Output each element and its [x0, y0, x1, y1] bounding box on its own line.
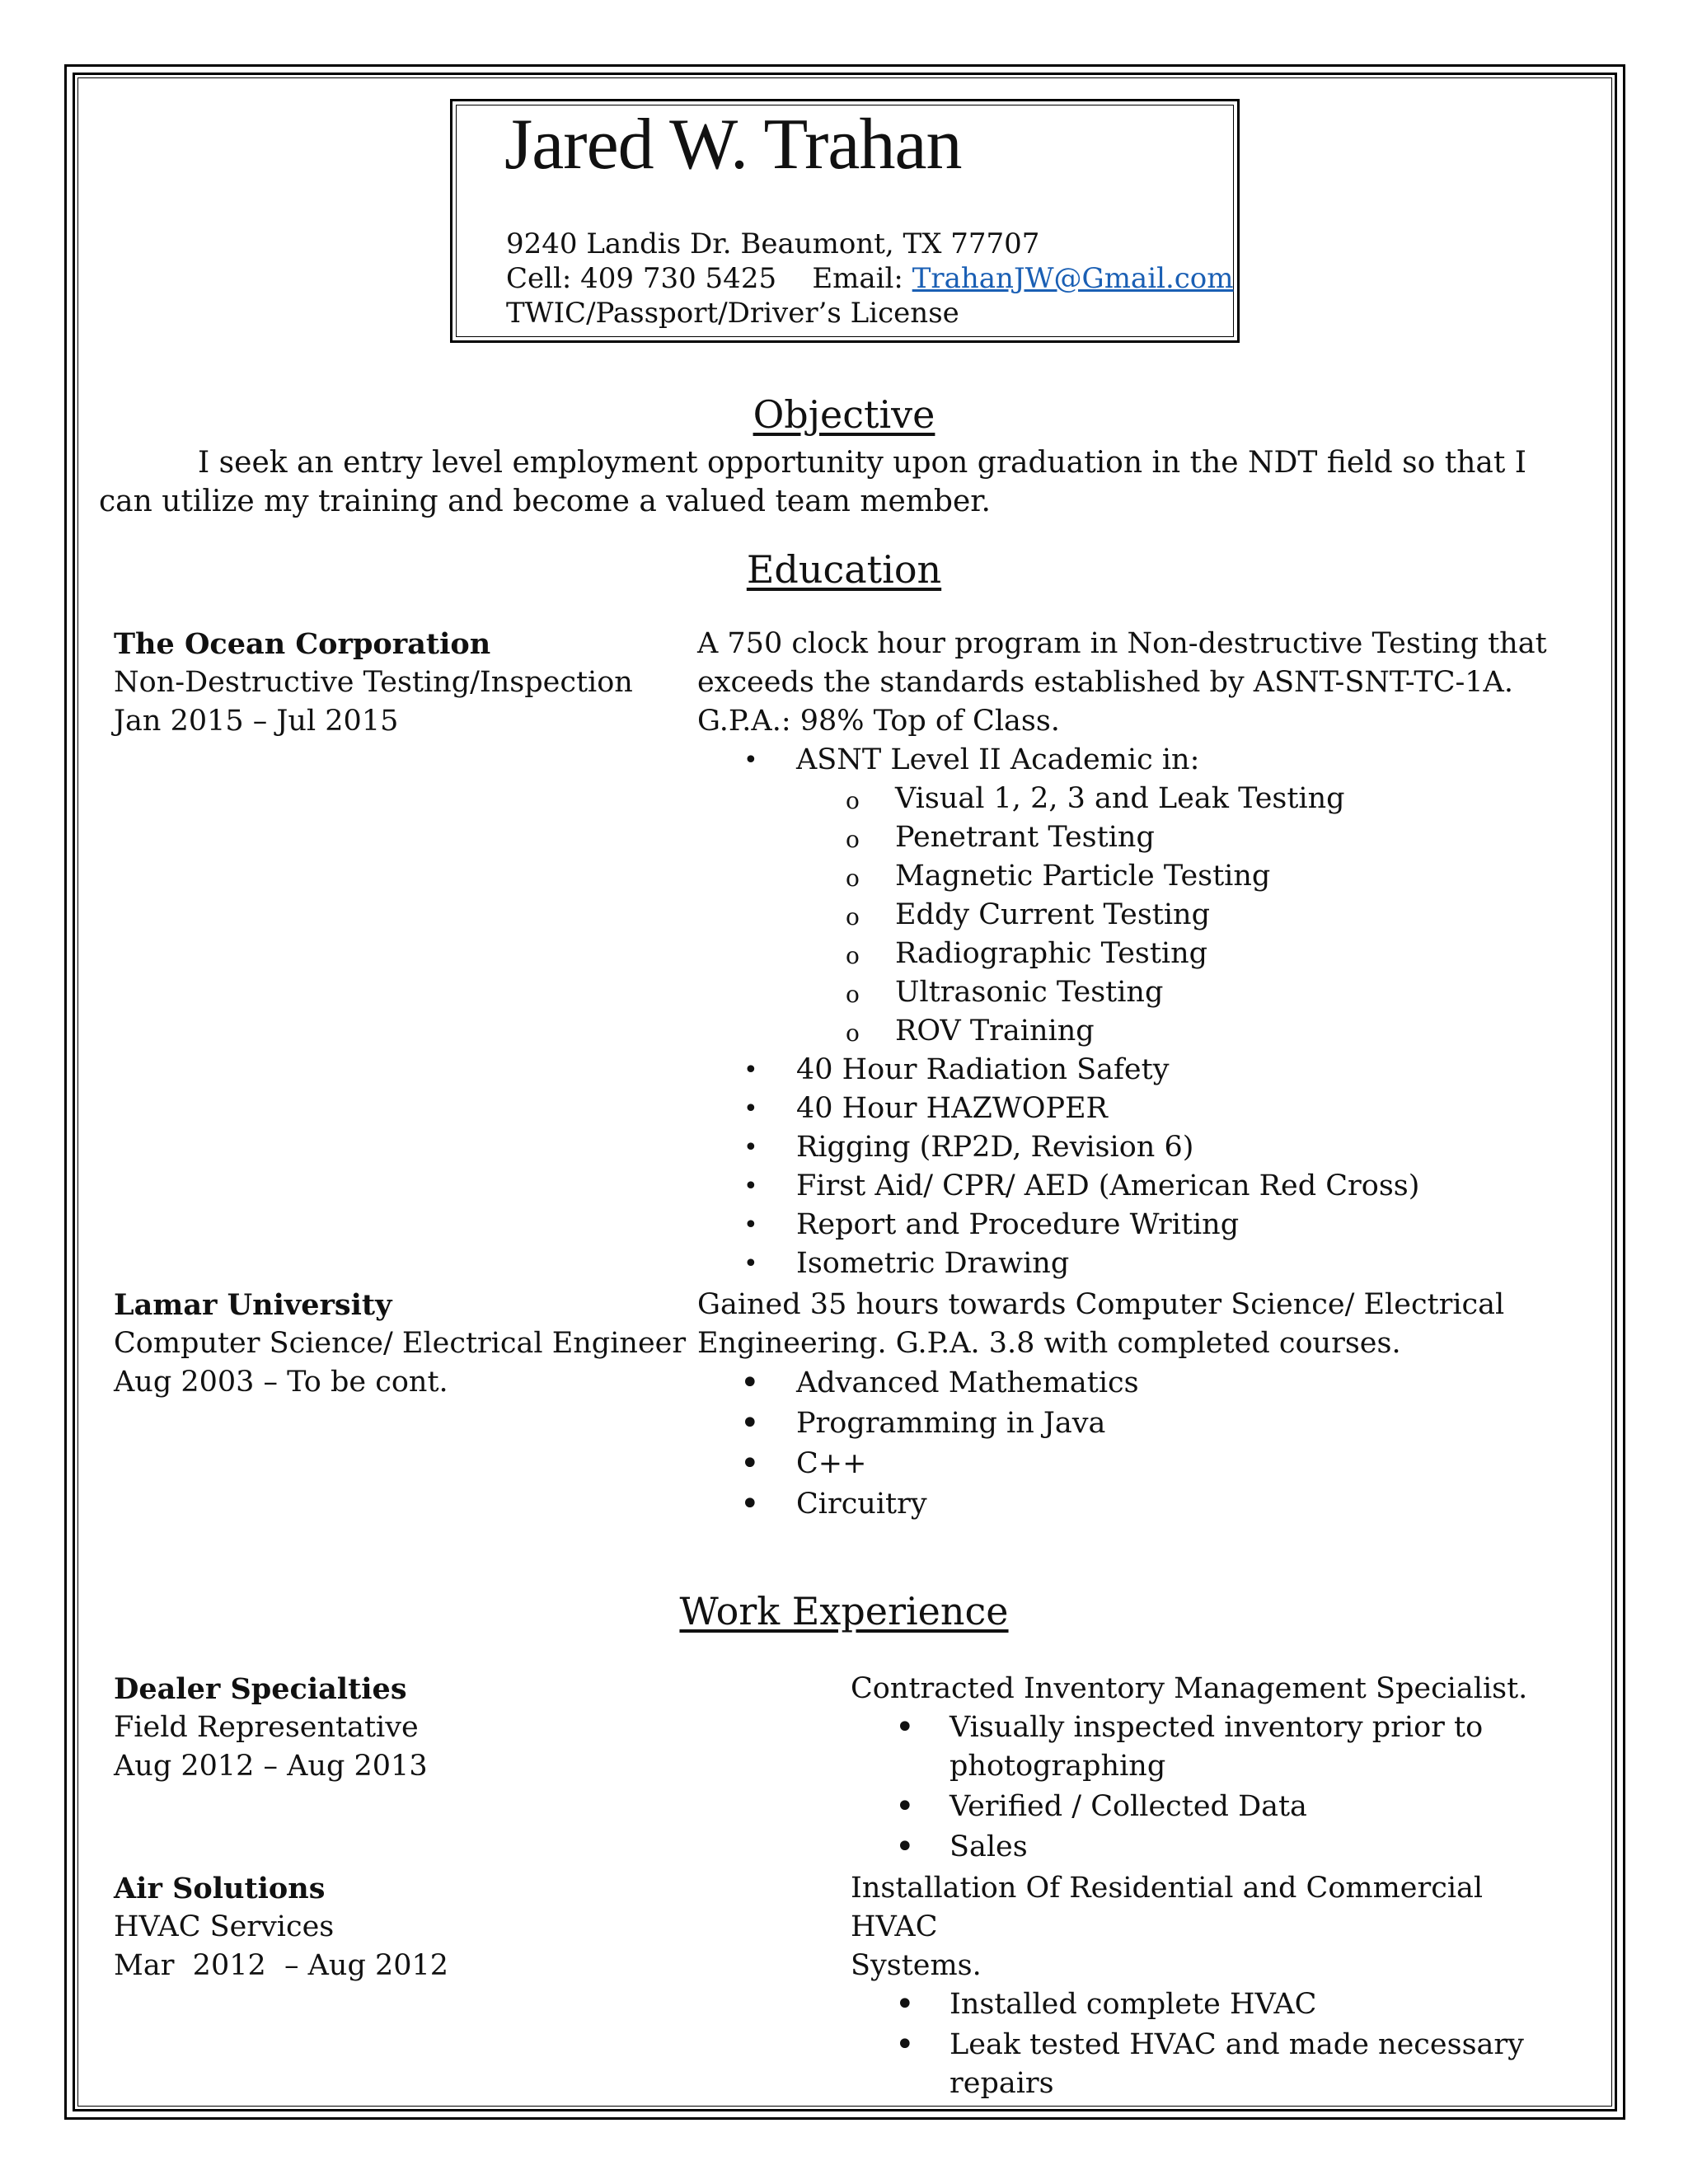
education-description-lamar: [697, 1286, 1571, 1525]
list-item: o Penetrant Testing: [697, 818, 1571, 857]
education-bullet-list-lamar: [697, 1363, 1571, 1525]
bullet-icon: •: [740, 1404, 760, 1442]
bullet-icon: •: [740, 1445, 760, 1483]
credentials: TWIC/Passport/Driver’s License: [506, 297, 959, 330]
list-item: • Circuitry: [740, 1485, 927, 1523]
education-sub-list: [697, 780, 1571, 1051]
list-item: • Rigging (RP2D, Revision 6): [697, 1128, 1571, 1167]
education-dates: Aug 2003 – To be cont.: [114, 1366, 448, 1399]
list-item: • Report and Procedure Writing: [697, 1206, 1571, 1244]
list-item: o Visual 1, 2, 3 and Leak Testing: [697, 780, 1571, 818]
description-line: exceeds the standards established by ASNT-SNT-TC-1A.: [697, 666, 1513, 699]
objective-heading: Objective: [753, 392, 935, 437]
work-dates: Aug 2012 – Aug 2013: [114, 1750, 428, 1783]
objective-text: I seek an entry level employment opportunity upon graduation in the NDT field so that I can utilize my training and become a valued team member.: [99, 446, 1527, 518]
education-bullet-list-2: [697, 1051, 1571, 1283]
work-title: Field Representative: [114, 1711, 419, 1744]
list-item: o Ultrasonic Testing: [697, 973, 1571, 1012]
list-item: • ASNT Level II Academic in:: [697, 741, 1571, 780]
bullet-icon: •: [895, 1828, 915, 1866]
list-item: o Radiographic Testing: [697, 935, 1571, 973]
education-bullet-list: [697, 741, 1571, 780]
description-line: Installation Of Residential and Commercial HVAC: [851, 1872, 1484, 1943]
education-description-ocean: [697, 625, 1571, 1283]
circle-bullet-icon: o: [846, 826, 860, 853]
list-item: • Verified / Collected Data: [895, 1788, 1307, 1825]
work-org: Dealer Specialties: [114, 1672, 407, 1706]
bullet-icon: •: [743, 1172, 758, 1201]
list-item: • C++: [740, 1445, 867, 1483]
list-item: • First Aid/ CPR/ AED (American Red Cross): [697, 1167, 1571, 1206]
work-experience-heading: Work Experience: [679, 1589, 1009, 1633]
bullet-icon: •: [743, 1211, 758, 1240]
education-org: Lamar University: [114, 1288, 392, 1322]
bullet-icon: •: [895, 1788, 915, 1825]
description-line: G.P.A.: 98% Top of Class.: [697, 705, 1060, 738]
list-item: • 40 Hour Radiation Safety: [697, 1051, 1571, 1090]
bullet-icon: •: [740, 1485, 760, 1523]
circle-bullet-icon: o: [846, 981, 860, 1008]
candidate-name: Jared W. Trahan: [504, 105, 962, 185]
circle-bullet-icon: o: [846, 865, 860, 892]
bullet-icon: •: [743, 1249, 758, 1278]
bullet-icon: •: [743, 1056, 758, 1085]
circle-bullet-icon: o: [846, 903, 860, 930]
list-item: • Visually inspected inventory prior to photographing: [895, 1708, 1484, 1783]
description-line: Contracted Inventory Management Specialist.: [851, 1672, 1528, 1705]
list-item: o Magnetic Particle Testing: [697, 857, 1571, 896]
work-bullet-list-dealer: [851, 1708, 1576, 1867]
description-line: Gained 35 hours towards Computer Science/ Electrical: [697, 1288, 1505, 1321]
work-title: HVAC Services: [114, 1910, 335, 1943]
list-item: o ROV Training: [697, 1012, 1571, 1051]
bullet-icon: •: [743, 1094, 758, 1123]
circle-bullet-icon: o: [846, 942, 860, 969]
list-item: • Programming in Java: [740, 1404, 1106, 1442]
education-entry-lamar: [114, 1286, 686, 1402]
work-entry-dealer: [114, 1670, 428, 1786]
bullet-icon: •: [740, 1364, 760, 1402]
bullet-icon: •: [895, 1985, 915, 2023]
address: 9240 Landis Dr. Beaumont, TX 77707: [506, 227, 1040, 260]
bullet-icon: •: [895, 1708, 915, 1746]
list-item: • 40 Hour HAZWOPER: [697, 1090, 1571, 1128]
work-dates: Mar 2012 – Aug 2012: [114, 1949, 449, 1982]
education-heading: Education: [746, 547, 942, 592]
list-item: • Leak tested HVAC and made necessary repairs: [895, 2026, 1524, 2100]
list-item: • Isometric Drawing: [697, 1244, 1571, 1283]
circle-bullet-icon: o: [846, 787, 860, 814]
education-dates: Jan 2015 – Jul 2015: [114, 705, 399, 738]
list-item: o Eddy Current Testing: [697, 896, 1571, 935]
work-org: Air Solutions: [114, 1872, 326, 1905]
education-entry-ocean: [114, 625, 633, 741]
work-description-dealer: [851, 1670, 1576, 1868]
list-item: • Sales: [895, 1828, 1028, 1866]
education-field: Non-Destructive Testing/Inspection: [114, 666, 633, 699]
work-description-air: [851, 1869, 1576, 2105]
contact-line: [506, 262, 1234, 296]
list-item: • Installed complete HVAC: [895, 1985, 1317, 2023]
bullet-icon: •: [895, 2026, 915, 2064]
work-bullet-list-air: [851, 1985, 1576, 2103]
email-label: Email:: [812, 262, 903, 295]
work-entry-air: [114, 1869, 448, 1985]
list-item: • Advanced Mathematics: [740, 1364, 1139, 1402]
description-line: Engineering. G.P.A. 3.8 with completed courses.: [697, 1327, 1401, 1360]
bullet-icon: •: [743, 1133, 758, 1162]
circle-bullet-icon: o: [846, 1019, 860, 1047]
description-line: Systems.: [851, 1949, 982, 1982]
education-org: The Ocean Corporation: [114, 627, 491, 661]
description-line: A 750 clock hour program in Non-destructive Testing that: [697, 627, 1547, 660]
education-field: Computer Science/ Electrical Engineer: [114, 1327, 687, 1360]
bullet-icon: •: [743, 746, 758, 775]
email-link[interactable]: TrahanJW@Gmail.com: [912, 262, 1234, 295]
cell-phone: Cell: 409 730 5425: [506, 262, 777, 295]
